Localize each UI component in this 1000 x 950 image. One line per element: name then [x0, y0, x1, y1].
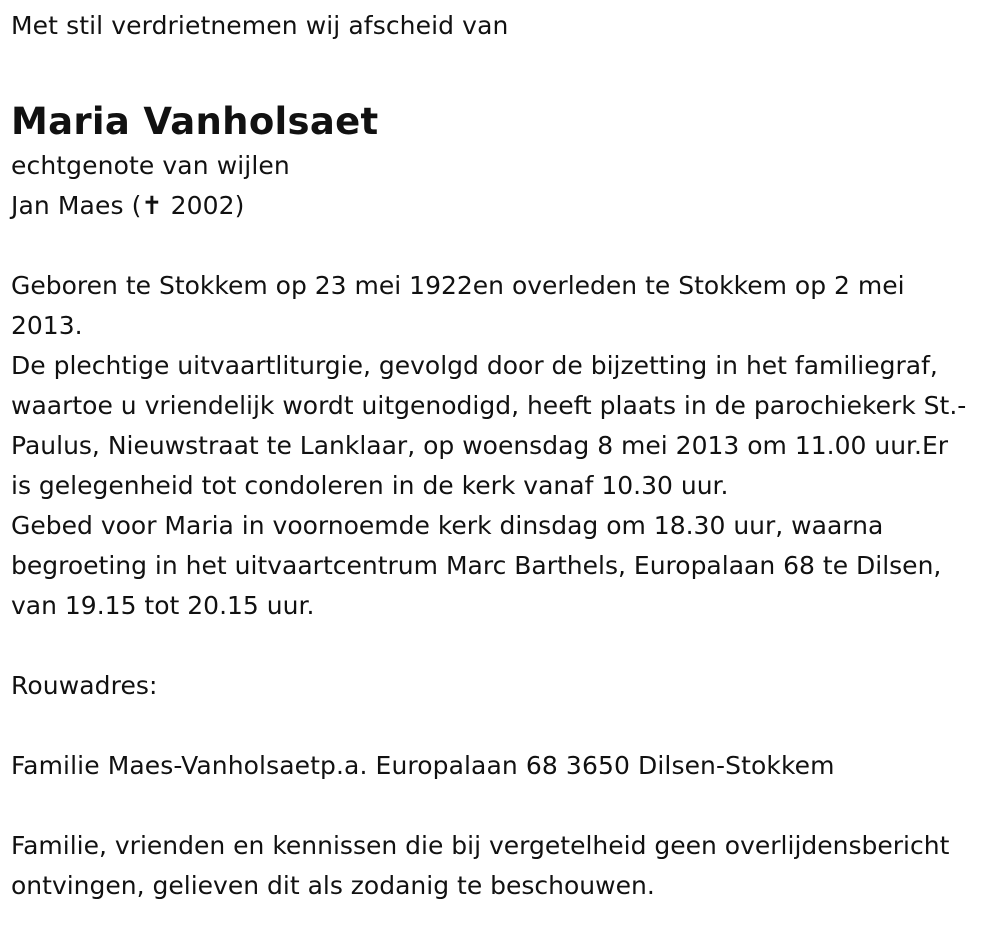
prayer-paragraph: Gebed voor Maria in voornoemde kerk dinsdag om 18.30 uur, waarna begroeting in het uitvaartcentrum Marc Barthels, Europalaan 68 te Dilsen, van 19.15 tot 20.15 uur. — [11, 511, 942, 620]
spouse-line-2: Jan Maes (✝ 2002) — [11, 191, 245, 220]
obituary-notice — [11, 6, 986, 906]
address-text: Familie Maes-Vanholsaetp.a. Europalaan 68 3650 Dilsen-Stokkem — [11, 751, 835, 780]
deceased-name: Maria Vanholsaet — [11, 100, 379, 143]
intro-text: Met stil verdrietnemen wij afscheid van — [11, 11, 509, 40]
closing-paragraph: Familie, vrienden en kennissen die bij vergetelheid geen overlijdensbericht ontvingen, gelieven dit als zodanig te beschouwen. — [11, 831, 950, 900]
spouse-line-1: echtgenote van wijlen — [11, 151, 290, 180]
funeral-paragraph: De plechtige uitvaartliturgie, gevolgd door de bijzetting in het familiegraf, waartoe u vriendelijk wordt uitgenodigd, heeft plaats in de parochiekerk St.-Paulus, Nieuwstraat te Lanklaar, op woensdag 8 mei 2013 om 11.00 uur.Er is gelegenheid tot condoleren in de kerk vanaf 10.30 uur. — [11, 351, 967, 500]
address-label: Rouwadres: — [11, 671, 158, 700]
birth-death-paragraph: Geboren te Stokkem op 23 mei 1922en overleden te Stokkem op 2 mei 2013. — [11, 271, 905, 340]
